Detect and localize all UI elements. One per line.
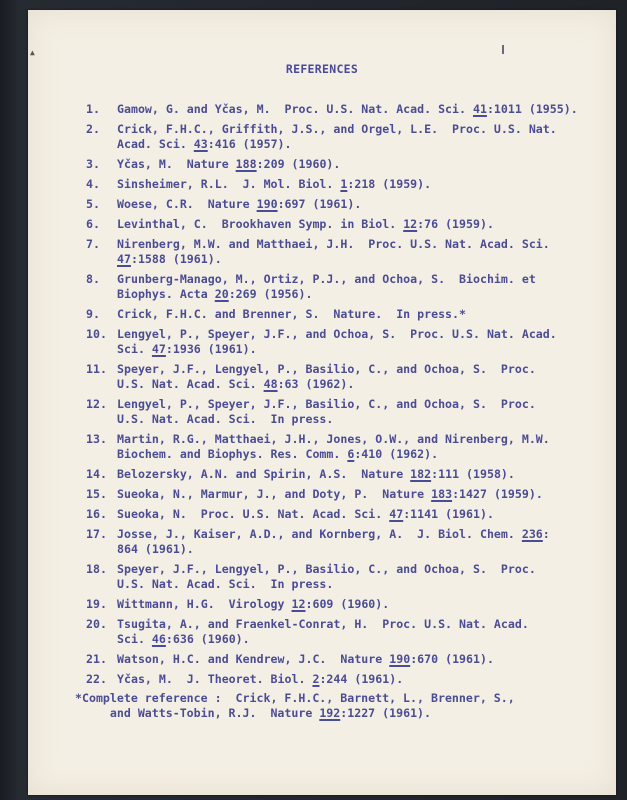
reference-text: Lengyel, P., Speyer, J.F., and Ochoa, S. Proc. U.S. Nat. Acad. Sci. 47:1936 (1961). bbox=[117, 327, 557, 356]
reference-text: Tsugita, A., and Fraenkel-Conrat, H. Proc. U.S. Nat. Acad. Sci. 46:636 (1960). bbox=[117, 617, 529, 646]
reference-text: Yčas, M. J. Theoret. Biol. 2:244 (1961). bbox=[117, 672, 404, 686]
reference-item bbox=[86, 527, 606, 557]
reference-number: 17. bbox=[86, 527, 107, 541]
reference-text: Sinsheimer, R.L. J. Mol. Biol. 1:218 (1959). bbox=[117, 177, 432, 191]
reference-item bbox=[86, 307, 606, 322]
reference-number: 11. bbox=[86, 362, 107, 376]
reference-item bbox=[86, 362, 606, 392]
reference-item bbox=[86, 197, 606, 212]
reference-number: 16. bbox=[86, 507, 107, 521]
reference-number: 2. bbox=[86, 122, 100, 136]
reference-text: Crick, F.H.C. and Brenner, S. Nature. In press.* bbox=[117, 307, 467, 321]
reference-item bbox=[86, 652, 606, 667]
reference-text: Gamow, G. and Yčas, M. Proc. U.S. Nat. Acad. Sci. 41:1011 (1955). bbox=[117, 102, 578, 116]
reference-text: Woese, C.R. Nature 190:697 (1961). bbox=[117, 197, 362, 211]
reference-item bbox=[86, 672, 606, 687]
reference-number: 4. bbox=[86, 177, 100, 191]
reference-number: 13. bbox=[86, 432, 107, 446]
reference-text: Wittmann, H.G. Virology 12:609 (1960). bbox=[117, 597, 390, 611]
reference-text: Sueoka, N. Proc. U.S. Nat. Acad. Sci. 47:1141 (1961). bbox=[117, 507, 494, 521]
corner-mark: ▲ bbox=[30, 48, 35, 57]
reference-list bbox=[86, 102, 606, 692]
page-title: REFERENCES bbox=[285, 62, 359, 76]
reference-number: 6. bbox=[86, 217, 100, 231]
reference-number: 12. bbox=[86, 397, 107, 411]
reference-number: 18. bbox=[86, 562, 107, 576]
reference-text: Levinthal, C. Brookhaven Symp. in Biol. 12:76 (1959). bbox=[117, 217, 494, 231]
pin-mark bbox=[502, 45, 504, 54]
reference-number: 1. bbox=[86, 102, 100, 116]
reference-text: Crick, F.H.C., Griffith, J.S., and Orgel, L.E. Proc. U.S. Nat. Acad. Sci. 43:416 (1957). bbox=[117, 122, 557, 151]
footnote: *Complete reference : Crick, F.H.C., Barnett, L., Brenner, S., and Watts-Tobin, R.J. Nature 192:1227 (1961). bbox=[75, 691, 515, 720]
reference-text: Yčas, M. Nature 188:209 (1960). bbox=[117, 157, 341, 171]
reference-item bbox=[86, 597, 606, 612]
reference-item bbox=[86, 397, 606, 427]
reference-text: Grunberg-Manago, M., Ortiz, P.J., and Ochoa, S. Biochim. et Biophys. Acta 20:269 (1956). bbox=[117, 272, 536, 301]
document-page bbox=[28, 10, 616, 795]
reference-number: 22. bbox=[86, 672, 107, 686]
reference-item bbox=[86, 327, 606, 357]
reference-text: Nirenberg, M.W. and Matthaei, J.H. Proc. U.S. Nat. Acad. Sci. 47:1588 (1961). bbox=[117, 237, 550, 266]
reference-text: Watson, H.C. and Kendrew, J.C. Nature 190:670 (1961). bbox=[117, 652, 494, 666]
reference-item bbox=[86, 562, 606, 592]
reference-text: Belozersky, A.N. and Spirin, A.S. Nature 182:111 (1958). bbox=[117, 467, 515, 481]
reference-number: 10. bbox=[86, 327, 107, 341]
reference-item bbox=[86, 617, 606, 647]
reference-item bbox=[86, 177, 606, 192]
reference-text: Martin, R.G., Matthaei, J.H., Jones, O.W., and Nirenberg, M.W. Biochem. and Biophys. Res. Comm. 6:410 (1962). bbox=[117, 432, 550, 461]
reference-text: Lengyel, P., Speyer, J.F., Basilio, C., and Ochoa, S. Proc. U.S. Nat. Acad. Sci. In press. bbox=[117, 397, 536, 426]
reference-item bbox=[86, 507, 606, 522]
reference-text: Speyer, J.F., Lengyel, P., Basilio, C., and Ochoa, S. Proc. U.S. Nat. Acad. Sci. 48:63 (1962). bbox=[117, 362, 536, 391]
reference-number: 19. bbox=[86, 597, 107, 611]
reference-item bbox=[86, 237, 606, 267]
reference-number: 3. bbox=[86, 157, 100, 171]
reference-item bbox=[86, 157, 606, 172]
reference-item bbox=[86, 217, 606, 232]
reference-item bbox=[86, 467, 606, 482]
reference-number: 20. bbox=[86, 617, 107, 631]
reference-text: Sueoka, N., Marmur, J., and Doty, P. Nature 183:1427 (1959). bbox=[117, 487, 543, 501]
reference-number: 8. bbox=[86, 272, 100, 286]
reference-number: 15. bbox=[86, 487, 107, 501]
reference-item bbox=[86, 122, 606, 152]
reference-item bbox=[86, 487, 606, 502]
reference-text: Speyer, J.F., Lengyel, P., Basilio, C., and Ochoa, S. Proc. U.S. Nat. Acad. Sci. In press. bbox=[117, 562, 536, 591]
reference-number: 9. bbox=[86, 307, 100, 321]
reference-number: 14. bbox=[86, 467, 107, 481]
reference-item bbox=[86, 102, 606, 117]
reference-item bbox=[86, 272, 606, 302]
reference-number: 7. bbox=[86, 237, 100, 251]
reference-text: Josse, J., Kaiser, A.D., and Kornberg, A. J. Biol. Chem. 236: 864 (1961). bbox=[117, 527, 550, 556]
reference-item bbox=[86, 432, 606, 462]
reference-number: 21. bbox=[86, 652, 107, 666]
reference-number: 5. bbox=[86, 197, 100, 211]
